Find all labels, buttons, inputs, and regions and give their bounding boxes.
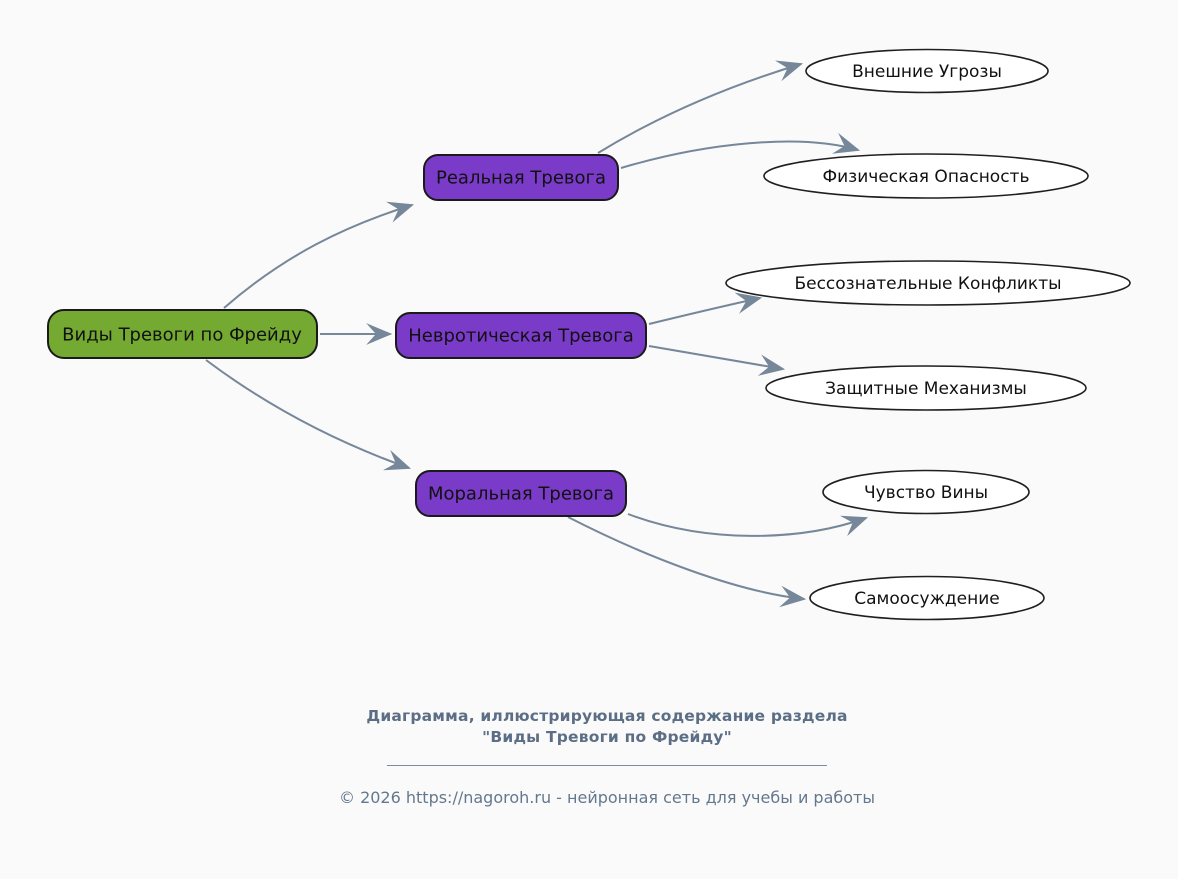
leaf-guilt-feeling-label: Чувство Вины [863,483,989,503]
node-real-anxiety [424,155,618,200]
caption-block [36,706,1178,807]
node-root [48,310,317,358]
edge-real-to-threats [598,64,801,153]
node-real-anxiety-label: Реальная Тревога [435,167,607,189]
footer-copyright: © 2026 https://nagoroh.ru - нейронная сеть для учебы и работы [338,788,875,807]
node-moral-anxiety [416,471,626,516]
caption-line-2: "Виды Тревоги по Фрейду" [482,728,732,746]
leaf-self-judgement [810,577,1044,620]
edge-root-to-moral [206,360,409,468]
leaf-physical-danger-label: Физическая Опасность [822,167,1030,187]
leaf-unconscious-conflicts [726,261,1130,305]
caption-line-1: Диаграмма, иллюстрирующая содержание раздела [366,707,848,725]
leaf-external-threats-label: Внешние Угрозы [852,62,1002,82]
leaf-self-judgement-label: Самоосуждение [854,589,1000,609]
leaf-defense-mechanisms-label: Защитные Механизмы [825,379,1027,399]
node-neurotic-anxiety [396,313,646,358]
edge-root-to-real [224,205,412,308]
node-root-label: Виды Тревоги по Фрейду [62,324,302,346]
leaf-physical-danger [764,154,1088,198]
edge-neurotic-to-conflicts [649,298,760,324]
edge-neurotic-to-defense [649,346,783,369]
leaf-unconscious-conflicts-label: Бессознательные Конфликты [794,274,1062,294]
caption-separator [387,765,827,766]
node-neurotic-anxiety-label: Невротическая Тревога [408,325,634,347]
edge-moral-to-guilt [628,514,866,536]
node-moral-anxiety-label: Моральная Тревога [427,483,615,505]
leaf-guilt-feeling [823,471,1029,514]
leaf-external-threats [806,50,1048,93]
leaf-defense-mechanisms [766,366,1086,410]
